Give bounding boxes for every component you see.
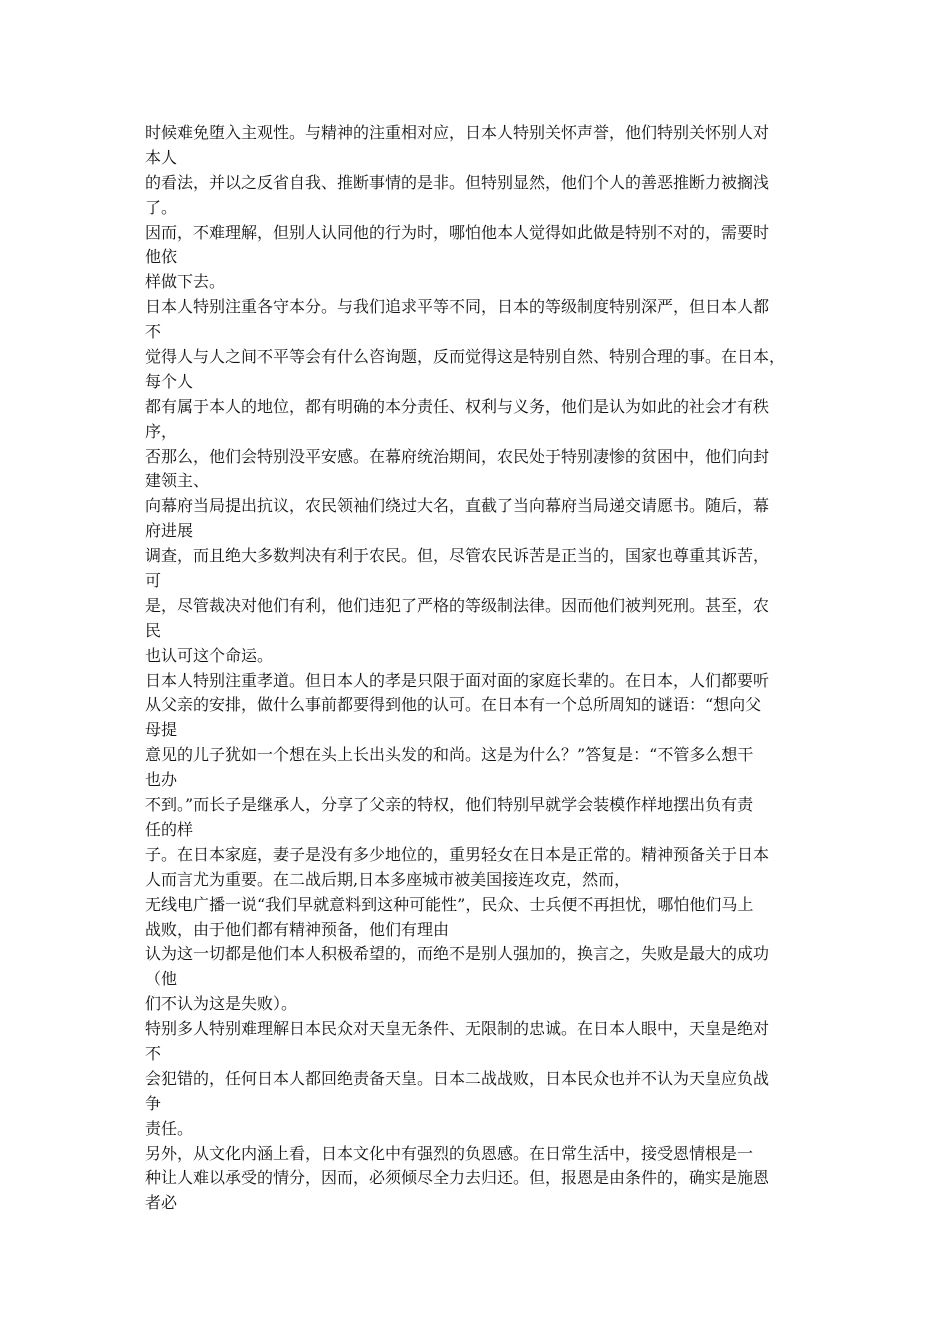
- text-line: 每个人: [145, 371, 194, 391]
- text-line: 不: [145, 322, 162, 342]
- text-line: 不: [145, 1043, 162, 1063]
- text-line: 时候难免堕入主观性。与精神的注重相对应，日本人特别关怀声誉，他们特别关怀别人对: [145, 123, 770, 142]
- text-line: 不到。”而长子是继承人，分享了父亲的特权，他们特别早就学会装模作样地摆出负有责: [145, 795, 754, 815]
- text-line: 是，尽管裁决对他们有利，他们违犯了严格的等级制法律。因而他们被判死刑。甚至，农: [145, 595, 770, 615]
- text-line: 建领主、: [145, 471, 210, 491]
- text-line: 们不认为这是失败）。: [145, 994, 298, 1014]
- text-line: 他依: [145, 247, 178, 267]
- text-line: 都有属于本人的地位，都有明确的本分责任、权利与义务，他们是认为如此的社会才有秩: [145, 396, 770, 416]
- text-line: 民: [145, 620, 162, 640]
- text-line: 样做下去。: [145, 272, 226, 292]
- body-text: [145, 121, 825, 1216]
- text-line: 子。在日本家庭，妻子是没有多少地位的，重男轻女在日本是正常的。精神预备关于日本: [145, 844, 770, 864]
- text-line: 也办: [145, 770, 178, 790]
- text-line: 序，: [145, 421, 178, 441]
- text-line: 人而言尤为重要。在二战后期,日本多座城市被美国接连攻克，然而，: [145, 869, 631, 889]
- text-line: 特别多人特别难理解日本民众对天皇无条件、无限制的忠诚。在日本人眼中，天皇是绝对: [145, 1019, 770, 1039]
- text-line: 争: [145, 1093, 162, 1113]
- text-line: （他: [145, 969, 178, 989]
- text-line: 府进展: [145, 521, 194, 541]
- text-line: 另外，从文化内涵上看，日本文化中有强烈的负恩感。在日常生活中，接受恩情根是一: [145, 1143, 754, 1163]
- text-line: 无线电广播一说“我们早就意料到这种可能性”，民众、士兵便不再担忧，哪怕他们马上: [145, 894, 754, 914]
- text-line: 本人: [145, 147, 178, 167]
- text-line: 认为这一切都是他们本人积极希望的，而绝不是别人强加的，换言之，失败是最大的成功: [145, 944, 770, 964]
- text-line: 意见的儿子犹如一个想在头上长出头发的和尚。这是为什么？”答复是：“不管多么想干: [145, 745, 754, 765]
- text-line: 日本人特别注重各守本分。与我们追求平等不同，日本的等级制度特别深严，但日本人都: [145, 297, 770, 317]
- text-line: 也认可这个命运。: [145, 645, 274, 665]
- text-line: 者必: [145, 1193, 178, 1213]
- text-line: 从父亲的安排，做什么事前都要得到他的认可。在日本有一个总所周知的谜语：“想向父: [145, 695, 762, 715]
- text-line: 母提: [145, 720, 178, 740]
- text-line: 的看法，并以之反省自我、推断事情的是非。但特别显然，他们个人的善恶推断力被搁浅: [145, 172, 770, 192]
- text-line: 任的样: [145, 819, 194, 839]
- text-line: 向幕府当局提出抗议，农民领袖们绕过大名，直截了当向幕府当局递交请愿书。随后，幕: [145, 496, 770, 516]
- text-line: 会犯错的，任何日本人都回绝责备天皇。日本二战战败，日本民众也并不认为天皇应负战: [145, 1068, 770, 1088]
- text-line: 了。: [145, 197, 178, 217]
- text-line: 战败，由于他们都有精神预备，他们有理由: [145, 919, 450, 939]
- text-line: 日本人特别注重孝道。但日本人的孝是只限于面对面的家庭长辈的。在日本，人们都要听: [145, 670, 770, 690]
- text-line: 调查，而且绝大多数判决有利于农民。但，尽管农民诉苦是正当的，国家也尊重其诉苦，: [145, 546, 770, 566]
- text-line: 觉得人与人之间不平等会有什么咨询题，反而觉得这是特别自然、特别合理的事。在日本，: [145, 347, 786, 367]
- text-line: 可: [145, 571, 162, 591]
- text-line: 否那么，他们会特别没平安感。在幕府统治期间，农民处于特别凄惨的贫困中，他们向封: [145, 446, 770, 466]
- text-line: 因而，不难理解，但别人认同他的行为时，哪怕他本人觉得如此做是特别不对的，需要时: [145, 222, 770, 242]
- text-line: 责任。: [145, 1118, 194, 1138]
- text-line: 种让人难以承受的情分，因而，必须倾尽全力去归还。但，报恩是由条件的，确实是施恩: [145, 1168, 770, 1188]
